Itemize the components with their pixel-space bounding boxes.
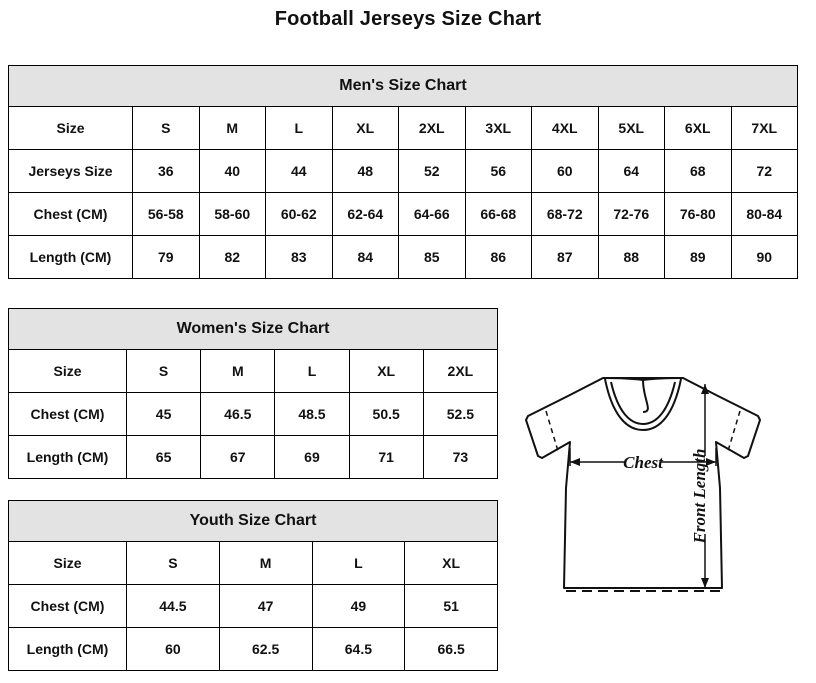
jersey-outline [526, 378, 760, 588]
table-cell: L [275, 350, 349, 393]
table-cell: L [266, 107, 333, 150]
table-cell: 47 [219, 585, 312, 628]
table-row [9, 585, 498, 628]
table-cell: M [199, 107, 266, 150]
womens-caption: Women's Size Chart [9, 309, 498, 350]
table-cell: 86 [465, 236, 532, 279]
mens-row-label: Jerseys Size [9, 150, 133, 193]
table-cell: 60 [127, 628, 220, 671]
table-cell: 66.5 [405, 628, 498, 671]
page-title: Football Jerseys Size Chart [274, 8, 542, 30]
table-cell: 48 [332, 150, 399, 193]
mens-caption-row [9, 66, 798, 107]
table-cell: 60 [532, 150, 599, 193]
table-cell: 62-64 [332, 193, 399, 236]
table-cell: XL [332, 107, 399, 150]
table-cell: M [219, 542, 312, 585]
table-cell: 45 [127, 393, 201, 436]
mens-row-label: Length (CM) [9, 236, 133, 279]
table-cell: 2XL [423, 350, 497, 393]
youth-row-label: Length (CM) [9, 628, 127, 671]
table-cell: 71 [349, 436, 423, 479]
jersey-measurement-diagram [508, 338, 808, 638]
womens-size-chart-table [8, 308, 498, 479]
table-row [9, 436, 498, 479]
table-row [9, 193, 798, 236]
table-cell: 72 [731, 150, 798, 193]
table-cell: 52 [399, 150, 466, 193]
table-cell: 44 [266, 150, 333, 193]
womens-row-label: Chest (CM) [9, 393, 127, 436]
table-cell: 36 [133, 150, 200, 193]
table-cell: 6XL [665, 107, 732, 150]
table-row [9, 628, 498, 671]
table-cell: 85 [399, 236, 466, 279]
womens-table-body [9, 309, 498, 479]
table-cell: S [127, 350, 201, 393]
table-cell: 48.5 [275, 393, 349, 436]
table-row [9, 236, 798, 279]
table-cell: 79 [133, 236, 200, 279]
table-cell: S [127, 542, 220, 585]
table-cell: 69 [275, 436, 349, 479]
table-cell: 60-62 [266, 193, 333, 236]
mens-row-label: Chest (CM) [9, 193, 133, 236]
table-row [9, 350, 498, 393]
womens-row-label: Length (CM) [9, 436, 127, 479]
table-cell: M [201, 350, 275, 393]
table-cell: 40 [199, 150, 266, 193]
mens-size-chart-table [8, 65, 798, 279]
table-cell: 64.5 [312, 628, 405, 671]
womens-caption-row [9, 309, 498, 350]
table-cell: XL [349, 350, 423, 393]
table-cell: 64 [598, 150, 665, 193]
mens-table-body [9, 66, 798, 279]
table-cell: 46.5 [201, 393, 275, 436]
table-row [9, 107, 798, 150]
youth-table-body [9, 501, 498, 671]
table-cell: S [133, 107, 200, 150]
table-cell: 64-66 [399, 193, 466, 236]
youth-caption: Youth Size Chart [9, 501, 498, 542]
table-cell: 83 [266, 236, 333, 279]
table-cell: 49 [312, 585, 405, 628]
table-cell: 73 [423, 436, 497, 479]
mens-size-chart-section [8, 65, 798, 279]
table-cell: 2XL [399, 107, 466, 150]
table-cell: 3XL [465, 107, 532, 150]
youth-caption-row [9, 501, 498, 542]
chest-label: Chest [623, 453, 663, 472]
table-cell: 76-80 [665, 193, 732, 236]
mens-caption: Men's Size Chart [9, 66, 798, 107]
table-cell: 44.5 [127, 585, 220, 628]
table-cell: 5XL [598, 107, 665, 150]
table-cell: 56 [465, 150, 532, 193]
womens-row-label: Size [9, 350, 127, 393]
youth-row-label: Size [9, 542, 127, 585]
table-cell: 80-84 [731, 193, 798, 236]
table-cell: 66-68 [465, 193, 532, 236]
table-cell: 51 [405, 585, 498, 628]
youth-row-label: Chest (CM) [9, 585, 127, 628]
table-row [9, 393, 498, 436]
table-cell: 62.5 [219, 628, 312, 671]
table-cell: 90 [731, 236, 798, 279]
table-cell: XL [405, 542, 498, 585]
table-cell: 58-60 [199, 193, 266, 236]
table-cell: 72-76 [598, 193, 665, 236]
table-cell: 88 [598, 236, 665, 279]
table-cell: L [312, 542, 405, 585]
front-length-label: Front Length [690, 448, 709, 544]
table-cell: 7XL [731, 107, 798, 150]
table-cell: 52.5 [423, 393, 497, 436]
table-cell: 67 [201, 436, 275, 479]
mens-row-label: Size [9, 107, 133, 150]
table-cell: 89 [665, 236, 732, 279]
table-cell: 65 [127, 436, 201, 479]
table-cell: 87 [532, 236, 599, 279]
table-cell: 84 [332, 236, 399, 279]
table-cell: 50.5 [349, 393, 423, 436]
youth-size-chart-section [8, 500, 498, 671]
table-cell: 68 [665, 150, 732, 193]
table-cell: 68-72 [532, 193, 599, 236]
table-cell: 4XL [532, 107, 599, 150]
youth-size-chart-table [8, 500, 498, 671]
table-row [9, 150, 798, 193]
table-row [9, 542, 498, 585]
table-cell: 56-58 [133, 193, 200, 236]
table-cell: 82 [199, 236, 266, 279]
womens-size-chart-section [8, 308, 498, 479]
